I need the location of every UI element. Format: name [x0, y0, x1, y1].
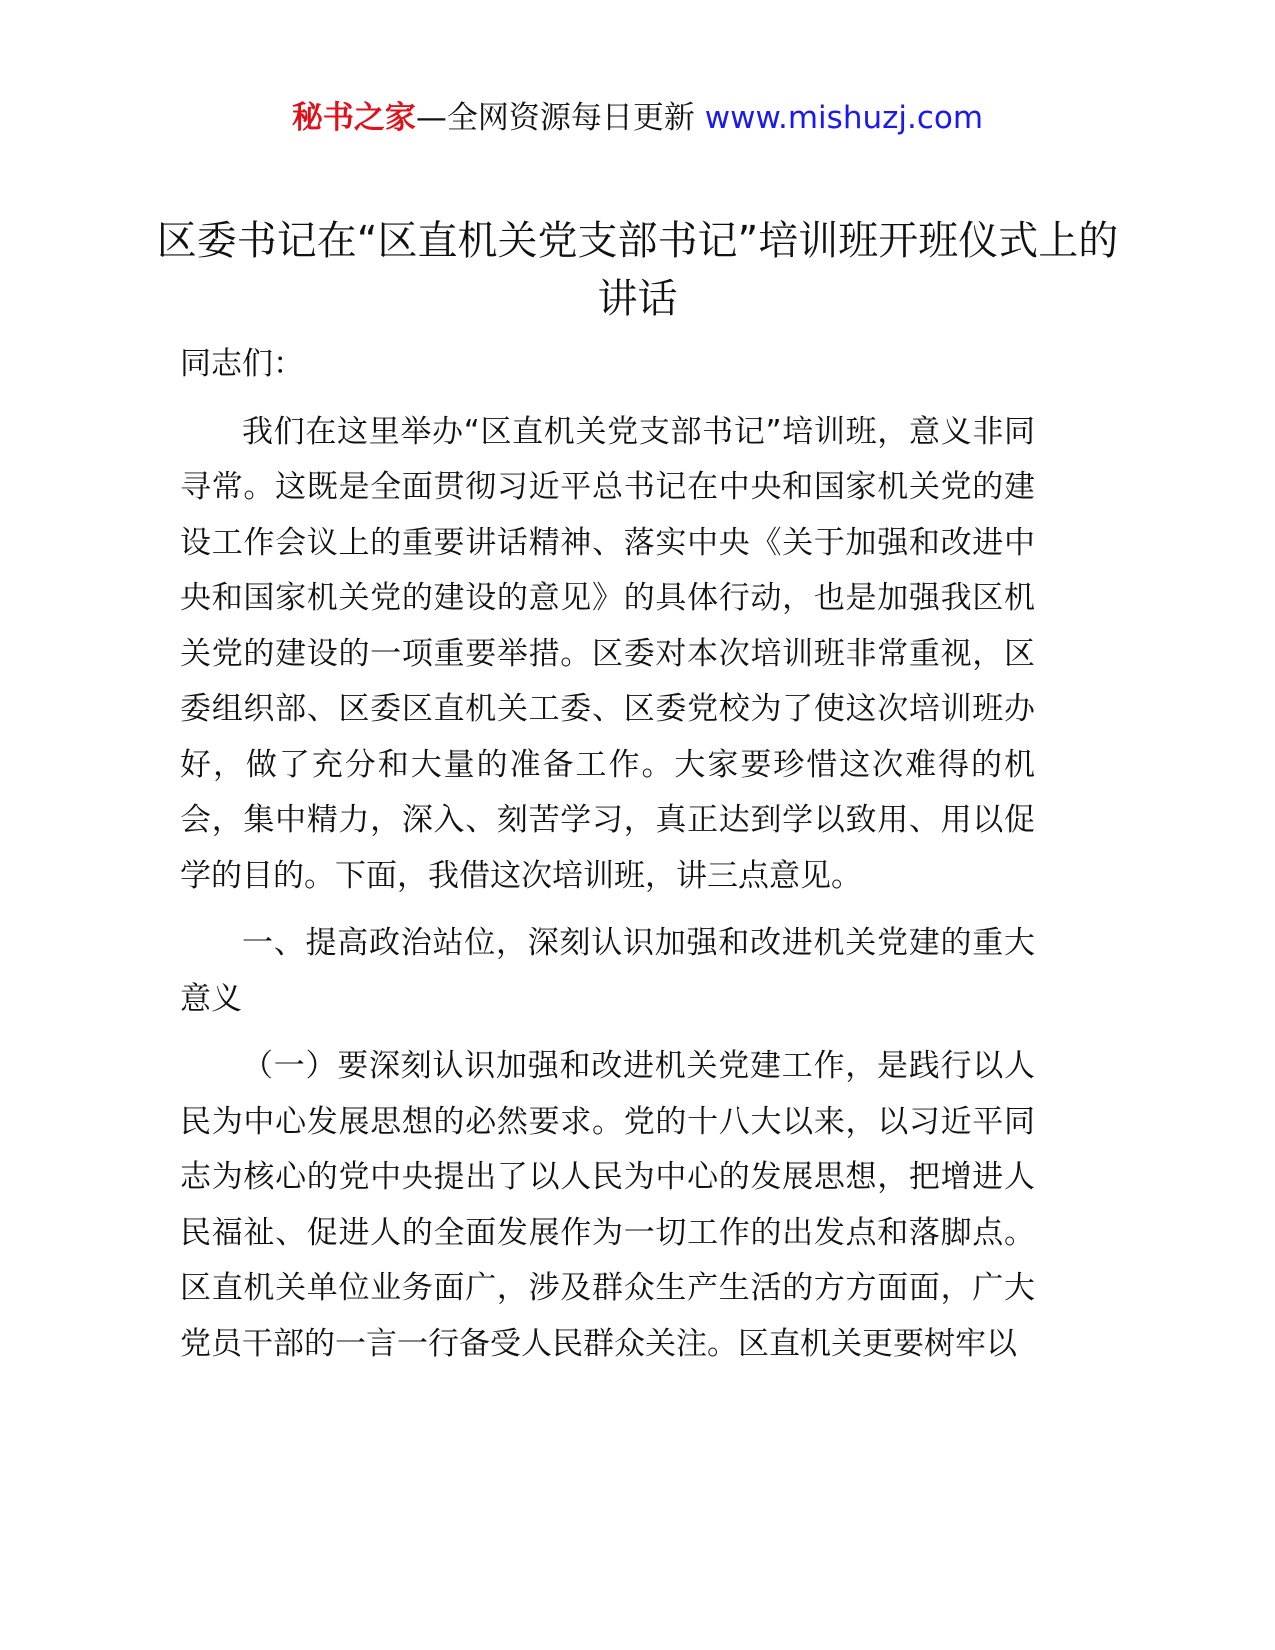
site-brand: 秘书之家: [291, 100, 416, 136]
salutation: 同志们：: [180, 346, 304, 382]
site-url-link[interactable]: www.mishuzj.com: [704, 100, 984, 136]
document-title: 区委书记在“区直机关党支部书记”培训班开班仪式上的讲话: [156, 218, 1119, 322]
site-header: [0, 96, 1275, 140]
section-heading-1: 一、提高政治站位，深刻认识加强和改进机关党建的重大意义: [180, 925, 1035, 1017]
paragraph-intro: 我们在这里举办“区直机关党支部书记”培训班，意义非同寻常。这既是全面贯彻习近平总书记在中央和国家机关党的建设工作会议上的重要讲话精神、落实中央《关于加强和改进中央和国家机关党的建设的意见》的具体行动，也是加强我区机关党的建设的一项重要举措。区委对本次培训班非常重视，区委组织部、区委区直机关工委、区委党校为了使这次培训班办好，做了充分和大量的准备工作。大家要珍惜这次难得的机会，集中精力，深入、刻苦学习，真正达到学以致用、用以促学的目的。下面，我借这次培训班，讲三点意见。: [180, 413, 1035, 894]
site-tagline: —全网资源每日更新: [415, 100, 705, 136]
paragraph-subsection-1: （一）要深刻认识加强和改进机关党建工作，是践行以人民为中心发展思想的必然要求。党的十八大以来，以习近平同志为核心的党中央提出了以人民为中心的发展思想，把增进人民福祉、促进人的全面发展作为一切工作的出发点和落脚点。区直机关单位业务面广，涉及群众生产生活的方方面面，广大党员干部的一言一行备受人民群众关注。区直机关更要树牢以: [180, 1048, 1035, 1362]
document-body: [180, 337, 1035, 1372]
